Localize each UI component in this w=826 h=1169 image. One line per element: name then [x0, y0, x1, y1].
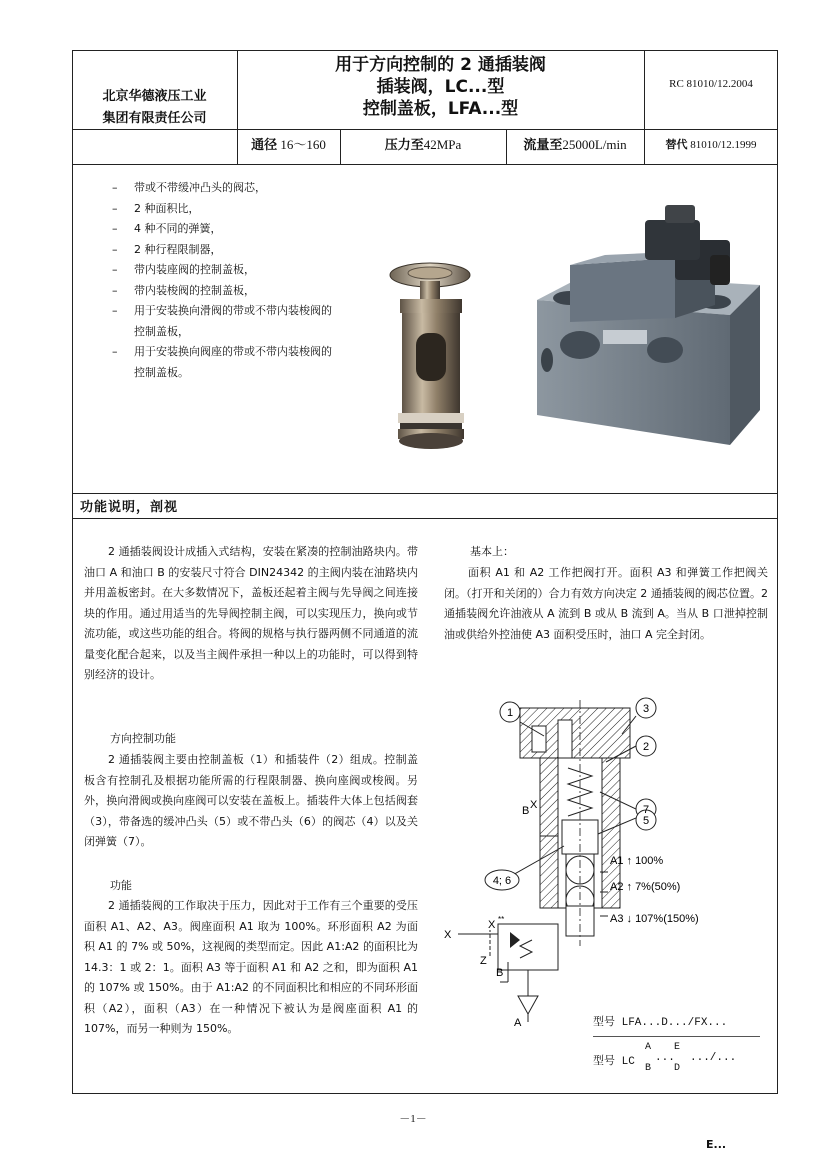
basic-paragraph: 面积 A1 和 A2 工作把阀打开。面积 A3 和弹簧工作把阀关闭。（打开和关闭的）合力有效方向决定 2 通插装阀的阀芯位置。2 通插装阀允许油液从 A 流到 B 或从 B 流到 A。当从 B 口泄掉控制油或供给外控油使 A3 面积受压时，油口 A 完全封闭。 — [444, 566, 768, 641]
page-title — [237, 54, 644, 120]
spec-size — [237, 132, 340, 164]
model-lc-bottom-b: B — [645, 1063, 652, 1074]
feature-item: – 带内装座阀的控制盖板， — [112, 260, 352, 281]
symbol-port-x-label: X — [444, 929, 452, 941]
control-cover-block-photo — [525, 200, 775, 450]
callout-5: 5 — [642, 815, 650, 827]
feature-item: – 用于安装换向阀座的带或不带内装梭阀的控制盖板。 — [112, 342, 334, 383]
direction-paragraph: 2 通插装阀主要由控制盖板（1）和插装件（2）组成。控制盖板含有控制孔及根据功能所需的行程限制器、换向座阀或梭阀。另外，换向滑阀或换向座阀可以安装在盖板上。插装件大体上包括阀套（3），带备选的缓冲凸头（5）或不带凸头（6）的阀芯（4）以及关闭弹簧（7）。 — [84, 753, 418, 848]
size-label: 通径 — [251, 138, 278, 153]
spec-pressure — [340, 132, 506, 164]
model-lc-top-e: E — [674, 1042, 681, 1053]
area-a1-label: A1 ↑ 100% — [610, 855, 664, 867]
intro-paragraph: 2 通插装阀设计成插入式结构，安装在紧凑的控制油路块内。带油口 A 和油口 B 的安装尺寸符合 DIN24342 的主阀内装在油路块内并用盖板密封。在大多数情况下，盖板还起着主阀与先导阀之间连接块的作用。通过用适当的先导阀控制主阀，可以实现压力，换向或节流功能，或这些功能的组合。将阀的规格与执行器两侧不同通道的流量变化配合起来，以及当主阀件承担一种以上的功能时，可以得到特别经济的设计。 — [84, 545, 418, 681]
callout-7: 7 — [642, 804, 650, 816]
direction-heading: 方向控制功能 — [110, 732, 176, 745]
callout-1: 1 — [506, 707, 514, 719]
basic-heading: 基本上： — [470, 545, 514, 558]
symbol-port-z-label: Z — [480, 955, 487, 967]
model-lc-prefix: 型号 LC — [593, 1056, 635, 1068]
company-name — [72, 86, 237, 130]
symbol-x-superscript: ** — [498, 915, 505, 924]
replaces-value: 81010/12.1999 — [690, 139, 757, 151]
feature-item: – 2 种行程限制器， — [112, 240, 352, 261]
pressure-value: 42MPa — [423, 137, 462, 152]
model-lc-suffix: .../... — [690, 1052, 737, 1064]
feature-item: – 带或不带缓冲凸头的阀芯， — [112, 178, 352, 199]
callout-2: 2 — [642, 741, 650, 753]
doc-number: RC 81010/12.2004 — [669, 78, 753, 90]
spec-flow — [506, 132, 644, 164]
symbol-port-a-label: A — [514, 1017, 522, 1029]
port-x-label: X — [530, 799, 538, 811]
section-bottom-line — [72, 518, 778, 519]
model-lc-mid: ... — [655, 1052, 675, 1064]
function-paragraph: 2 通插装阀的工作取决于压力，因此对于工作有三个重要的受压面积 A1、A2、A3。阀座面积 A1 取为 100%。环形面积 A2 为面积 A1 的 7% 或 50%，这视阀的类型而定。因此 A1:A2 的面积比为 14.3：1 或 2：1。面积 A3 等于面积 A1 和 A2 之和，即为面积 A1 的 107% 或 150%。由于 A1:A2 的不同面积比和相应的不同环形面积（A2），面积（A3）在一种情况下被认为是阀座面积 A1 的 107%，而另一种则为 150%。 — [84, 899, 418, 1035]
section-top-line — [72, 493, 778, 494]
model-lc-top-a: A — [645, 1042, 652, 1053]
feature-item: – 4 种不同的弹簧， — [112, 219, 352, 240]
section-title: 功能说明，剖视 — [80, 500, 179, 515]
corner-mark: E... — [706, 1138, 727, 1151]
flow-value: 25000L/min — [562, 137, 627, 152]
size-value: 16～160 — [280, 137, 326, 152]
port-b-label: B — [522, 805, 530, 817]
model-code-divider — [593, 1036, 760, 1037]
title-line-3: 控制盖板，LFA...型 — [362, 99, 519, 119]
company-line-2: 集团有限责任公司 — [102, 111, 207, 126]
cartridge-valve-photo — [388, 255, 478, 455]
header-bottom-line — [72, 164, 778, 165]
title-line-2: 插装阀，LC...型 — [376, 77, 505, 97]
replaces-label: 替代 — [665, 138, 688, 151]
callout-3: 3 — [642, 703, 650, 715]
model-lc-bottom-d: D — [674, 1063, 681, 1074]
feature-item: – 带内装梭阀的控制盖板， — [112, 281, 352, 302]
pressure-label: 压力至 — [384, 138, 424, 153]
company-line-1: 北京华德液压工业 — [102, 89, 207, 104]
area-a3-label: A3 ↓ 107%(150%) — [610, 913, 699, 925]
feature-list — [112, 178, 352, 383]
model-code-lc — [593, 1052, 635, 1068]
callout-4-6: 4; 6 — [492, 875, 512, 887]
feature-item: – 2 种面积比， — [112, 199, 352, 220]
area-a2-label: A2 ↑ 7%(50%) — [610, 881, 681, 893]
page-number: －1－ — [399, 1113, 427, 1125]
symbol-port-b-label: B — [496, 967, 504, 979]
feature-item: – 用于安装换向滑阀的带或不带内装梭阀的控制盖板， — [112, 301, 334, 342]
model-code-lfa: 型号 LFA...D.../FX... — [593, 1017, 728, 1029]
title-line-1: 用于方向控制的 2 通插装阀 — [335, 55, 546, 75]
spec-replaces — [644, 132, 778, 164]
sectional-view-diagram — [440, 696, 770, 1031]
flow-label: 流量至 — [523, 138, 563, 153]
function-heading: 功能 — [110, 879, 132, 892]
symbol-port-x2-label: X — [488, 919, 496, 931]
